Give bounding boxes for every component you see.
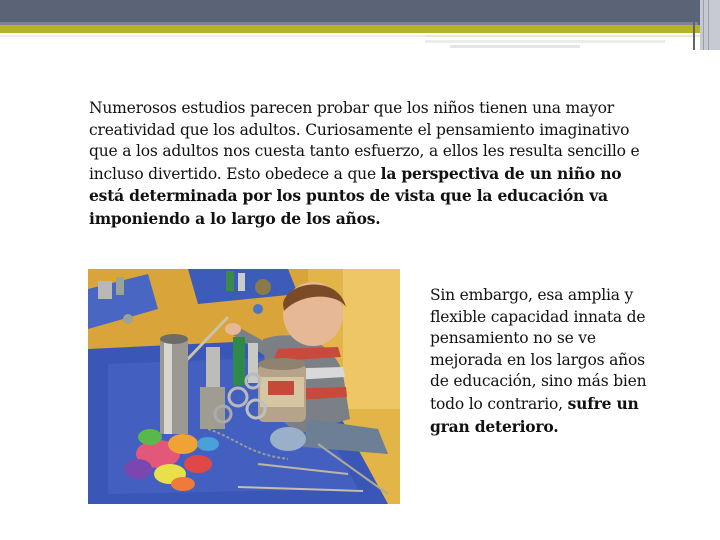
header-stripe <box>425 35 705 37</box>
conclusion-text: Sin embargo, esa amplia y flexible capacidad innata de pensamiento no se ve mejorada en los largos años de educación, sino más bien todo lo contrario, <box>430 286 647 413</box>
conclusion-paragraph <box>430 285 660 438</box>
header-stripe <box>425 40 665 43</box>
header-corner-line <box>708 0 709 50</box>
header-corner-line <box>703 0 704 50</box>
intro-paragraph <box>89 98 649 230</box>
header-accent-bar <box>0 25 704 33</box>
header-stripe <box>450 45 580 48</box>
header-stripe <box>0 35 425 37</box>
conclusion-bold-text: sufre un gran deterioro. <box>430 393 639 436</box>
header-corner-line <box>693 0 695 50</box>
child-playing-photo <box>88 269 400 504</box>
intro-text: Numerosos estudios parecen probar que los niños tienen una mayor creatividad que los adultos. Curiosamente el pensamiento imaginativo que a los adultos nos cuesta tanto esfuerzo, a ellos les resulta sencillo e incluso divertido. Esto obedece a que <box>89 99 640 183</box>
intro-bold-text: la perspectiva de un niño no está determinada por los puntos de vista que la educación va imponiendo a lo largo de los años. <box>89 163 622 228</box>
